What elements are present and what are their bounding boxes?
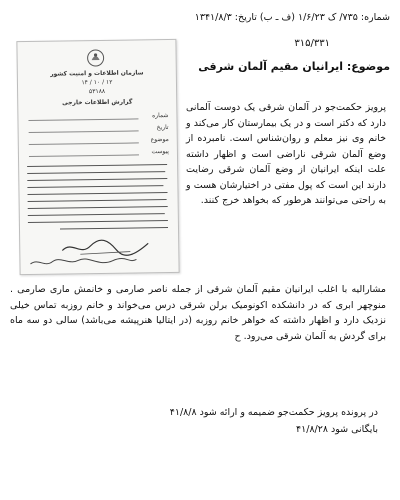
emblem-icon [85, 48, 105, 68]
scan-text-line [28, 199, 167, 202]
scan-org-number: ۵۳۱۸۸ [88, 87, 106, 96]
scan-text-line [27, 164, 167, 167]
scan-field-line [28, 118, 138, 121]
footer-note-2: بایگانی شود ۴۱/۸/۲۸ [296, 424, 378, 435]
document-number-line: شماره: ۷۳۵/ ک ۱/۶/۲۳ (ف ـ ب) تاریخ: ۱۳۴۱/۸/۳ [194, 12, 390, 23]
scan-field-line [29, 130, 139, 133]
scan-field-label: شماره [152, 112, 169, 120]
scan-field-line [29, 142, 139, 145]
subject-line: موضوع: ایرانیان مقیم آلمان شرقی [198, 60, 390, 73]
body-paragraph-1: پرویز حکمت‌جو در آلمان شرقی یک دوست آلمانی دارد که دکتر است و در یک بیمارستان کار می‌کند و خانم وی نیز معلم و روان‌شناس است. نامبرده از وضع آلمان شرقی ناراضی است و اظهار داشته علت اینکه ایرانیان از وضع آلمان شرقی رضایت دارند این است که پول مفتی در اختیارشان هست و به راحتی می‌توانند هرطور که بخواهد خرج کنند. [186, 102, 386, 206]
scan-text-line [27, 178, 167, 181]
scan-text-line [28, 206, 168, 209]
scan-text-line [27, 171, 165, 174]
scan-org-date: ۱۲ / ۱۰ / ۱۴ [81, 78, 113, 87]
handwritten-note [28, 254, 138, 270]
body-paragraph-2: مشارالیه با اغلب ایرانیان مقیم آلمان شرقی از جمله ناصر صارمی و خانمش ماری صارمی . منوچهر ابری که در دانشکده اکونومیک برلن شرقی درس می‌خواند و خانم روزبه تماس خیلی نزدیک دارد و اظهار داشته که خواهر خانم روزبه (در ایتالیا هنرپیشه می‌باشد) سالی دو سه ماه برای گردش به آلمان شرقی می‌رود. ح [10, 284, 386, 342]
scan-text-line [28, 220, 168, 223]
scan-text-line [60, 227, 168, 230]
scan-field-label: تاریخ [156, 124, 169, 132]
scan-field-line [29, 154, 139, 157]
scan-field-label: پیوست [151, 148, 169, 156]
scan-text-line [28, 213, 165, 216]
scan-org-name: سازمان اطلاعات و امنیت کشور [50, 69, 144, 78]
scanned-document-image [16, 39, 179, 275]
reference-number: ۳۱۵/۳۳۱ [294, 38, 330, 49]
scan-report-title: گزارش اطلاعات خارجی [62, 98, 133, 107]
scan-field-label: موضوع [150, 136, 169, 144]
scan-text-line [27, 185, 163, 188]
scan-text-line [28, 192, 168, 195]
footer-note-1: در پرونده پرویز حکمت‌جو ضمیمه و ارائه شود ۴۱/۸/۸ [169, 407, 378, 418]
